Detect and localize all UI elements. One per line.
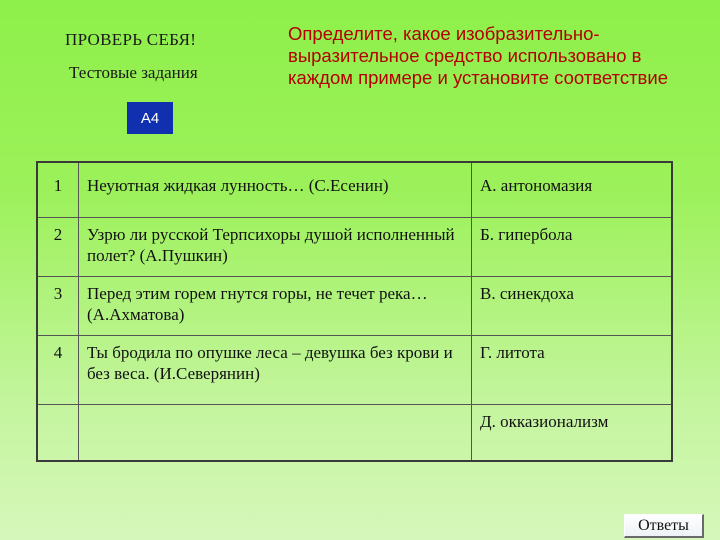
answer-option: В. синекдоха (472, 277, 673, 336)
table-row (37, 405, 672, 462)
row-number: 1 (37, 162, 79, 218)
row-number: 2 (37, 218, 79, 277)
row-number: 4 (37, 336, 79, 405)
row-number (37, 405, 79, 462)
example-cell: Узрю ли русской Терпсихоры душой исполненный полет? (А.Пушкин) (79, 218, 472, 277)
answer-option: А. антономазия (472, 162, 673, 218)
instruction-text: Определите, какое изобразительно-выразительное средство использовано в каждом примере и установите соответствие (288, 23, 668, 88)
tasks-subtitle: Тестовые задания (69, 63, 198, 82)
answer-option: Г. литота (472, 336, 673, 405)
row-number: 3 (37, 277, 79, 336)
answer-option: Б. гипербола (472, 218, 673, 277)
answers-button[interactable]: Ответы (624, 514, 704, 538)
example-cell: Неуютная жидкая лунность… (С.Есенин) (79, 162, 472, 218)
example-cell (79, 405, 472, 462)
example-cell: Ты бродила по опушке леса – девушка без крови и без веса. (И.Северянин) (79, 336, 472, 405)
table-row (37, 162, 672, 218)
table-row (37, 336, 672, 405)
table-row (37, 277, 672, 336)
matching-table (36, 161, 673, 462)
table-row (37, 218, 672, 277)
check-yourself-title: ПРОВЕРЬ СЕБЯ! (65, 30, 197, 49)
example-cell: Перед этим горем гнутся горы, не течет река… (А.Ахматова) (79, 277, 472, 336)
task-badge: А4 (127, 102, 173, 134)
answer-option: Д. окказионализм (472, 405, 673, 462)
